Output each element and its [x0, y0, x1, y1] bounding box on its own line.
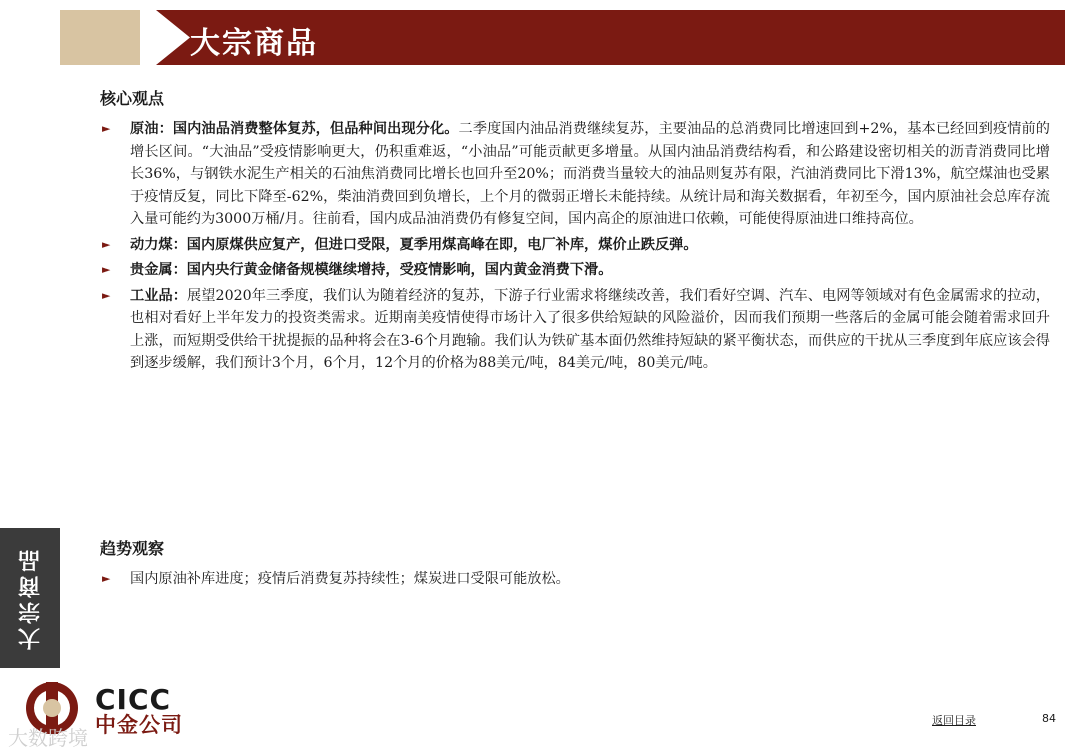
page-title: 大宗商品	[190, 26, 318, 61]
item-body: 国内原油补库进度；疫情后消费复苏持续性；煤炭进口受限可能放松。	[130, 571, 570, 587]
list-item-thermal-coal	[100, 234, 1050, 257]
core-view-heading: 核心观点	[100, 89, 165, 108]
list-item-trend	[100, 568, 1050, 591]
bullet-arrow-icon: ►	[102, 122, 111, 135]
list-item-precious-metals	[100, 259, 1050, 282]
back-to-contents-link[interactable]: 返回目录	[932, 714, 976, 727]
core-view-list	[100, 118, 1050, 378]
bullet-arrow-icon: ►	[102, 572, 111, 585]
bullet-arrow-icon: ►	[102, 263, 111, 276]
page-number: 84	[1042, 712, 1056, 725]
trend-heading: 趋势观察	[100, 539, 165, 558]
bullet-arrow-icon: ►	[102, 237, 111, 251]
watermark: 大数跨境	[8, 726, 88, 750]
list-item-crude-oil	[100, 118, 1050, 231]
side-tab-label: 大宗商品	[17, 546, 44, 650]
item-body: 展望2020年三季度，我们认为随着经济的复苏，下游子行业需求将继续改善，我们看好空调、汽车、电网等领域对有色金属需求的拉动，也相对看好上半年发力的投资类需求。近期南美疫情使得市场计入了很多供给短缺的风险溢价，因而我们预期一些落后的金属可能会随着需求回升上涨，而短期受供给干扰提振的品种将会在3-6个月跑输。我们认为铁矿基本面仍然维持短缺的紧平衡状态，而供应的干扰从三季度到年底应该会得到逐步缓解，我们预计3个月，6个月，12个月的价格为88美元/吨，84美元/吨，80美元/吨。	[130, 287, 1050, 371]
page-header	[60, 10, 1065, 65]
item-heading: 工业品：	[130, 287, 188, 304]
item-body: 二季度国内油品消费继续复苏，主要油品的总消费同比增速回到+2%，基本已经回到疫情前的增长区间。“大油品”受疫情影响更大，仍积重难返，“小油品”可能贡献更多增量。从国内油品消费结构看，和公路建设密切相关的沥青消费同比增长36%，与钢铁水泥生产相关的石油焦消费同比增长也回升至20%；而消费当量较大的油品则复苏有限，汽油消费同比下滑13%，航空煤油也受累于疫情反复，同比下降至-62%，柴油消费回到负增长，上个月的微弱正增长未能持续。从统计局和海关数据看，年初至今，国内原油社会总库存流入量可能约为3000万桶/月。往前看，国内成品油消费仍有修复空间，国内高企的原油进口依赖，可能使得原油进口维持高位。	[130, 121, 1050, 227]
trend-list	[100, 568, 1050, 594]
logo-text-en: CICC	[95, 683, 172, 716]
item-heading: 动力煤：国内原煤供应复产，但进口受限，夏季用煤高峰在即，电厂补库，煤价止跌反弹。	[130, 236, 698, 253]
logo-text-cn: 中金公司	[95, 713, 183, 737]
bullet-arrow-icon: ►	[102, 288, 111, 302]
item-heading: 贵金属：国内央行黄金储备规模继续增持，受疫情影响，国内黄金消费下滑。	[130, 262, 613, 278]
list-item-industrial	[100, 285, 1050, 375]
item-heading: 原油：国内油品消费整体复苏，但品种间出现分化。	[130, 121, 459, 137]
